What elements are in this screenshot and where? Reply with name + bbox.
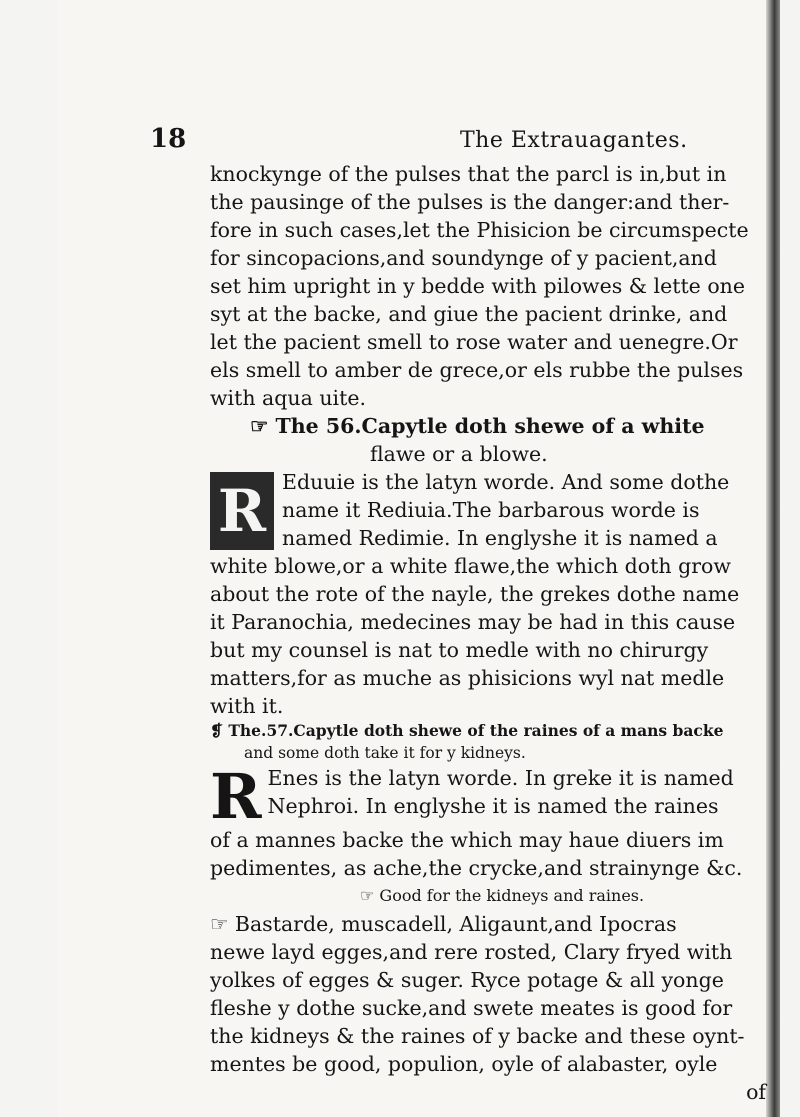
text-line: for sincopacions,and soundynge of y pacient,and — [210, 246, 717, 270]
text-line: Enes is the latyn worde. In greke it is named — [267, 766, 734, 790]
text-line: mentes be good, populion, oyle of alabaster, oyle — [210, 1052, 718, 1076]
folio-number: 18 — [150, 124, 187, 154]
text-line: newe layd egges,and rere rosted, Clary fryed with — [210, 940, 733, 964]
text-line: set him upright in y bedde with pilowes & lette one — [210, 274, 746, 298]
text-line: white blowe,or a white flawe,the which doth grow — [210, 554, 731, 578]
text-line: it Paranochia, medecines may be had in this cause — [210, 610, 736, 634]
chapter-heading-line: ❡ The.57.Capytle doth shewe of the raines of a mans backe — [210, 721, 724, 740]
chapter-heading-line: ☞ The 56.Capytle doth shewe of a white — [250, 414, 705, 438]
chapter-heading-line: and some doth take it for y kidneys. — [244, 744, 526, 762]
paragraph-remedies — [210, 910, 770, 1078]
good-for-kidneys-heading: ☞ Good for the kidneys and raines. — [360, 886, 645, 905]
running-head: The Extrauagantes. — [460, 128, 688, 153]
text-line: pedimentes, as ache,the crycke,and strainynge &c. — [210, 856, 743, 880]
text-line: els smell to amber de grece,or els rubbe the pulses — [210, 358, 744, 382]
text-line: about the rote of the nayle, the grekes dothe name — [210, 582, 740, 606]
initial-letter: R — [210, 760, 262, 833]
text-line: syt at the backe, and giue the pacient drinke, and — [210, 302, 728, 326]
text-line: with it. — [210, 694, 284, 718]
text-line: of a mannes backe the which may haue diuers im — [210, 828, 724, 852]
text-line: the kidneys & the raines of y backe and these oynt- — [210, 1024, 745, 1048]
text-line: Nephroi. In englyshe it is named the raines — [267, 794, 719, 818]
text-line: Eduuie is the latyn worde. And some dothe — [282, 470, 730, 494]
text-line: but my counsel is nat to medle with no chirurgy — [210, 638, 709, 662]
text-line: name it Rediuia.The barbarous worde is — [282, 498, 700, 522]
catchword: of — [746, 1080, 766, 1104]
chapter-57-heading — [210, 720, 770, 764]
text-line: ☞ Bastarde, muscadell, Aligaunt,and Ipocras — [210, 912, 677, 936]
chapter-heading-line: flawe or a blowe. — [370, 442, 548, 466]
text-line: matters,for as muche as phisicions wyl nat medle — [210, 666, 725, 690]
text-line: knockynge of the pulses that the parcl is in,but in — [210, 162, 727, 186]
text-line: named Redimie. In englyshe it is named a — [282, 526, 718, 550]
paragraph-redimie — [210, 468, 770, 720]
text-line: let the pacient smell to rose water and uenegre.Or — [210, 330, 738, 354]
text-line: fore in such cases,let the Phisicion be circumspecte — [210, 218, 749, 242]
text-line: the pausinge of the pulses is the danger:and ther- — [210, 190, 730, 214]
chapter-56-heading — [210, 412, 770, 468]
text-line: fleshe y dothe sucke,and swete meates is good for — [210, 996, 733, 1020]
paragraph-renes — [210, 760, 770, 882]
text-line: yolkes of egges & suger. Ryce potage & all yonge — [210, 968, 724, 992]
decorated-initial: R — [210, 472, 274, 550]
text-line: with aqua uite. — [210, 386, 366, 410]
paragraph-pulses — [210, 160, 770, 412]
body-text — [210, 160, 770, 1106]
